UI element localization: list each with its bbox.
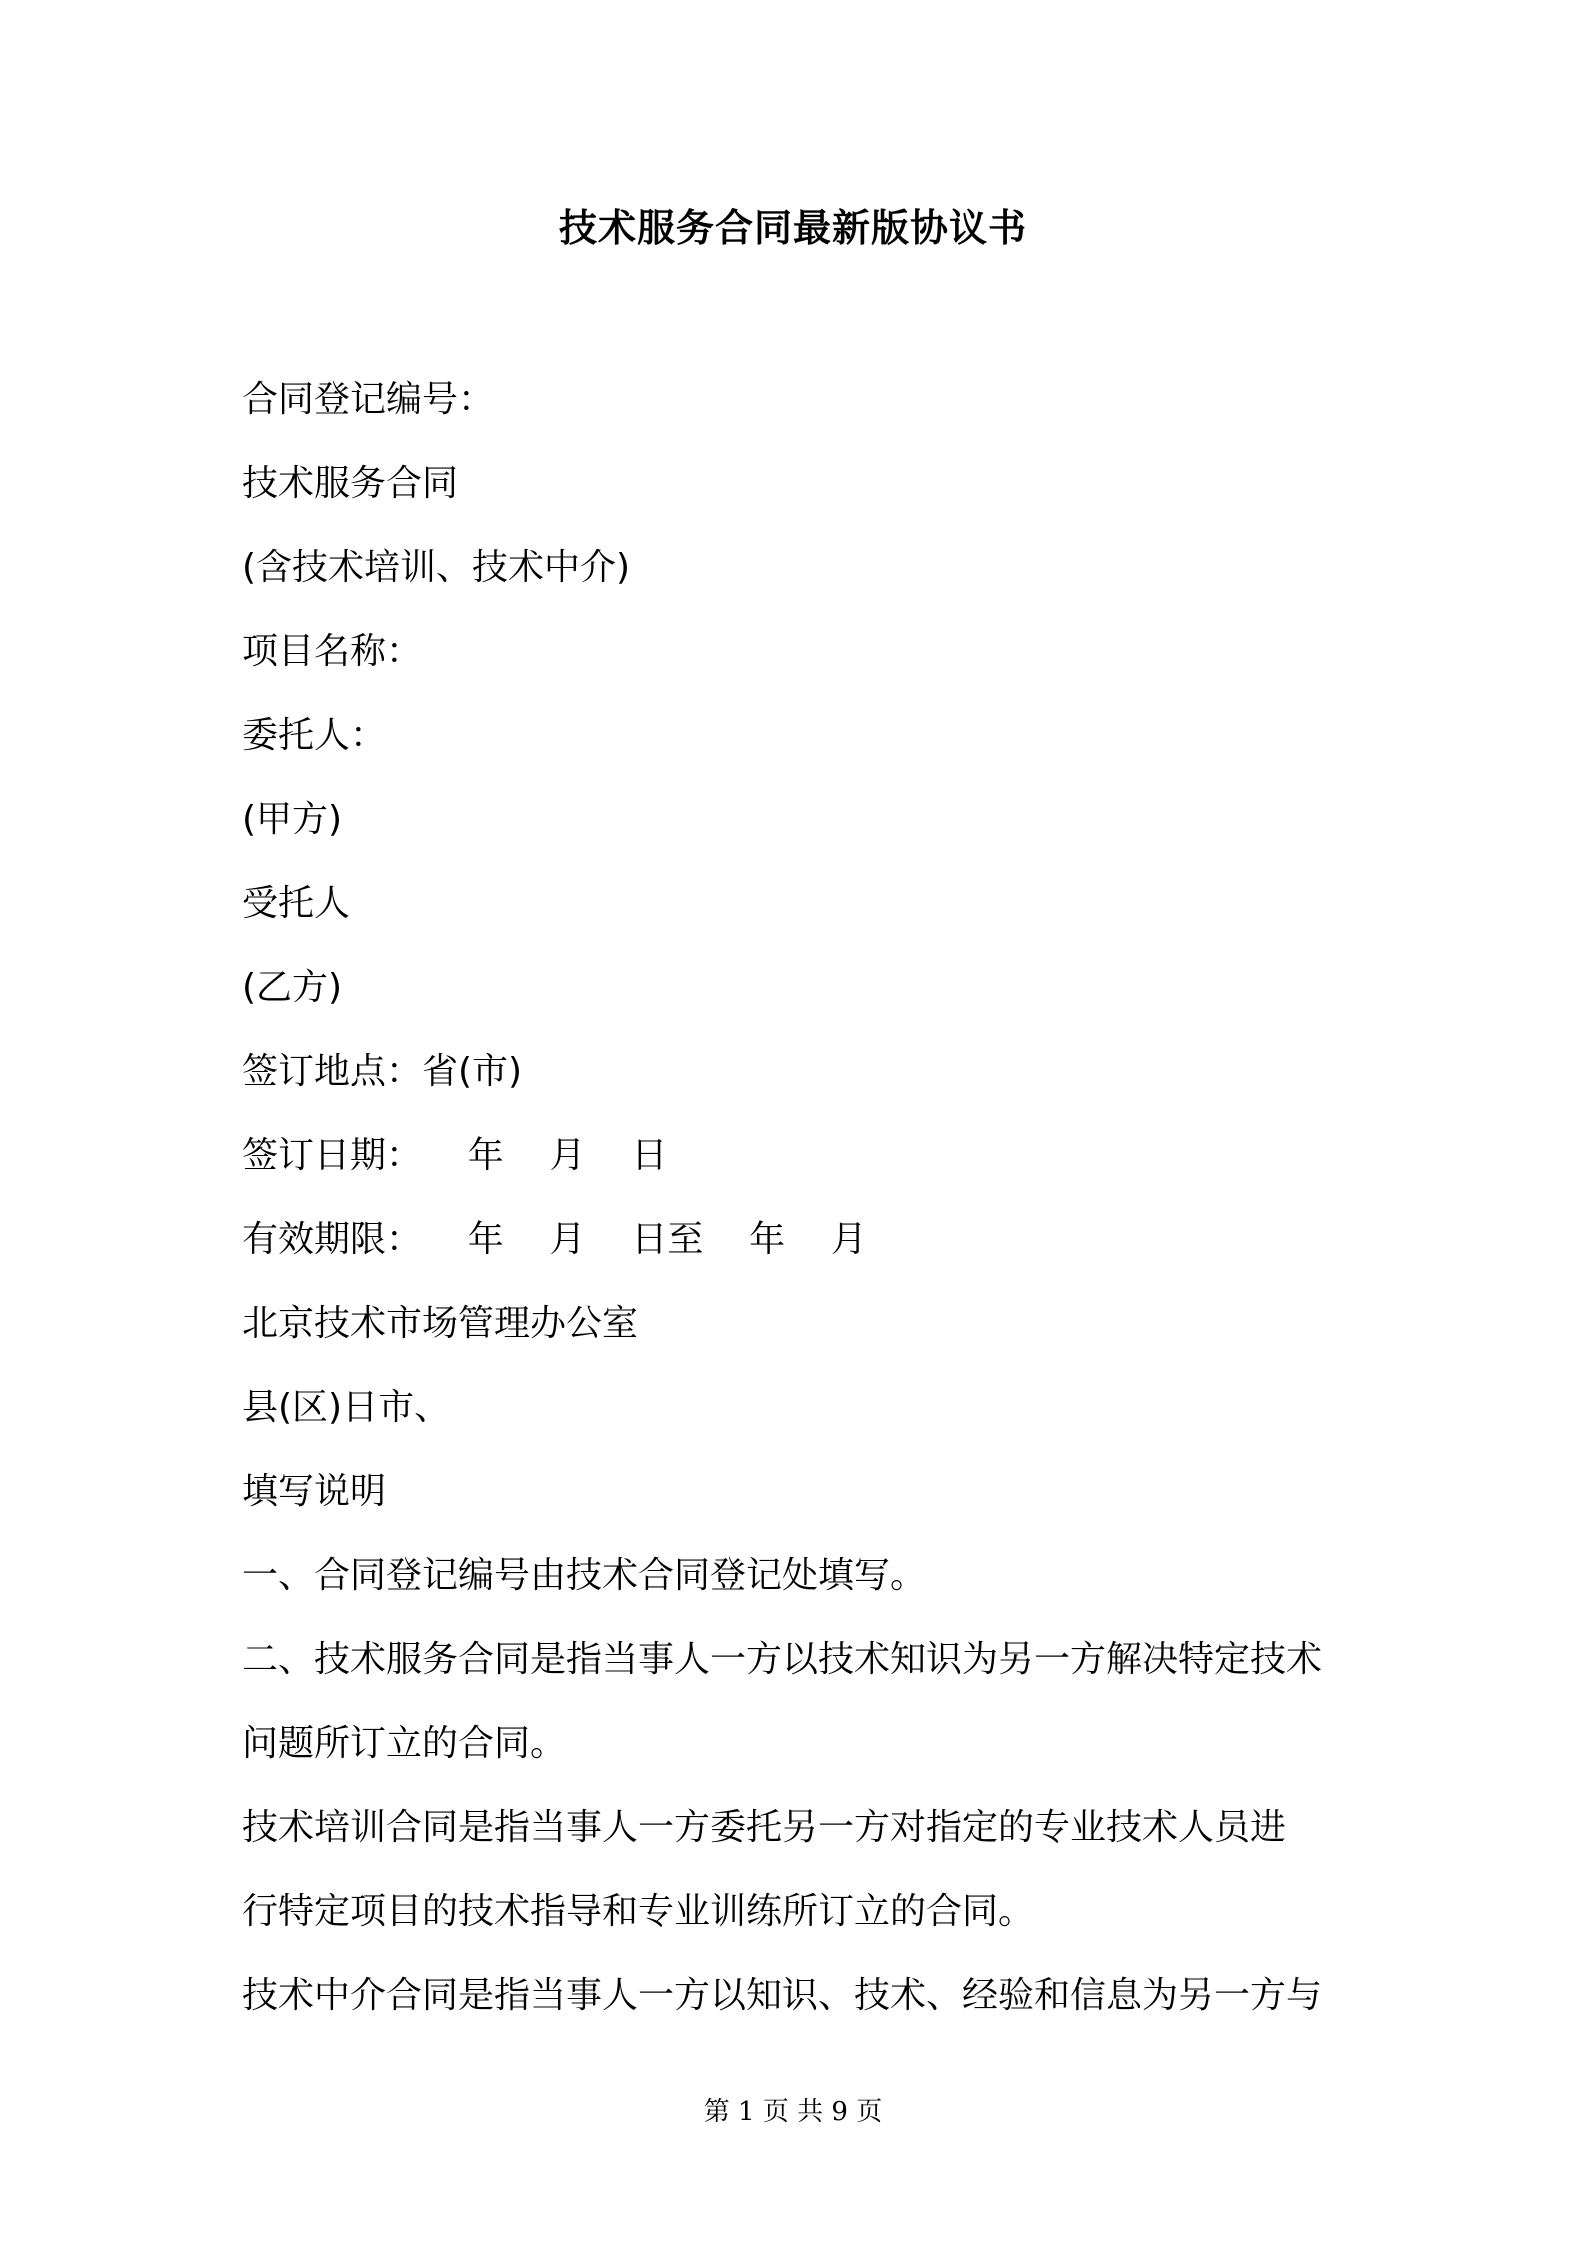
line-beijing-office: 北京技术市场管理办公室 (242, 1303, 639, 1344)
line-instruction-1: 一、合同登记编号由技术合同登记处填写。 (242, 1555, 927, 1596)
line-instructions-heading: 填写说明 (242, 1471, 387, 1512)
line-project-name: 项目名称： (242, 631, 423, 672)
line-intermediary-def-a: 技术中介合同是指当事人一方以知识、技术、经验和信息为另一方与 (242, 1975, 1323, 2016)
line-including-training-intermediary: (含技术培训、技术中介) (242, 547, 631, 588)
line-contract-registration-number: 合同登记编号： (242, 379, 495, 420)
line-party-b: (乙方) (242, 967, 343, 1008)
line-client: 委托人： (242, 715, 387, 756)
line-signing-date: 签订日期： 年 月 日 (242, 1135, 668, 1176)
line-contractor: 受托人 (242, 883, 351, 924)
page-footer: 第 1 页 共 9 页 (703, 2097, 883, 2127)
line-instruction-2b: 问题所订立的合同。 (242, 1723, 567, 1764)
line-training-def-b: 行特定项目的技术指导和专业训练所订立的合同。 (242, 1891, 1035, 1932)
document-title: 技术服务合同最新版协议书 (558, 206, 1027, 250)
line-validity-period: 有效期限： 年 月 日至 年 月 (242, 1219, 867, 1260)
line-instruction-2a: 二、技术服务合同是指当事人一方以技术知识为另一方解决特定技术 (242, 1639, 1323, 1680)
line-training-def-a: 技术培训合同是指当事人一方委托另一方对指定的专业技术人员进 (242, 1807, 1287, 1848)
line-county-district: 县(区)日市、 (242, 1387, 451, 1428)
line-technical-service-contract: 技术服务合同 (242, 463, 459, 504)
line-signing-place: 签订地点：省(市) (242, 1051, 523, 1092)
line-party-a: (甲方) (242, 799, 343, 840)
document-body (242, 358, 1362, 2038)
